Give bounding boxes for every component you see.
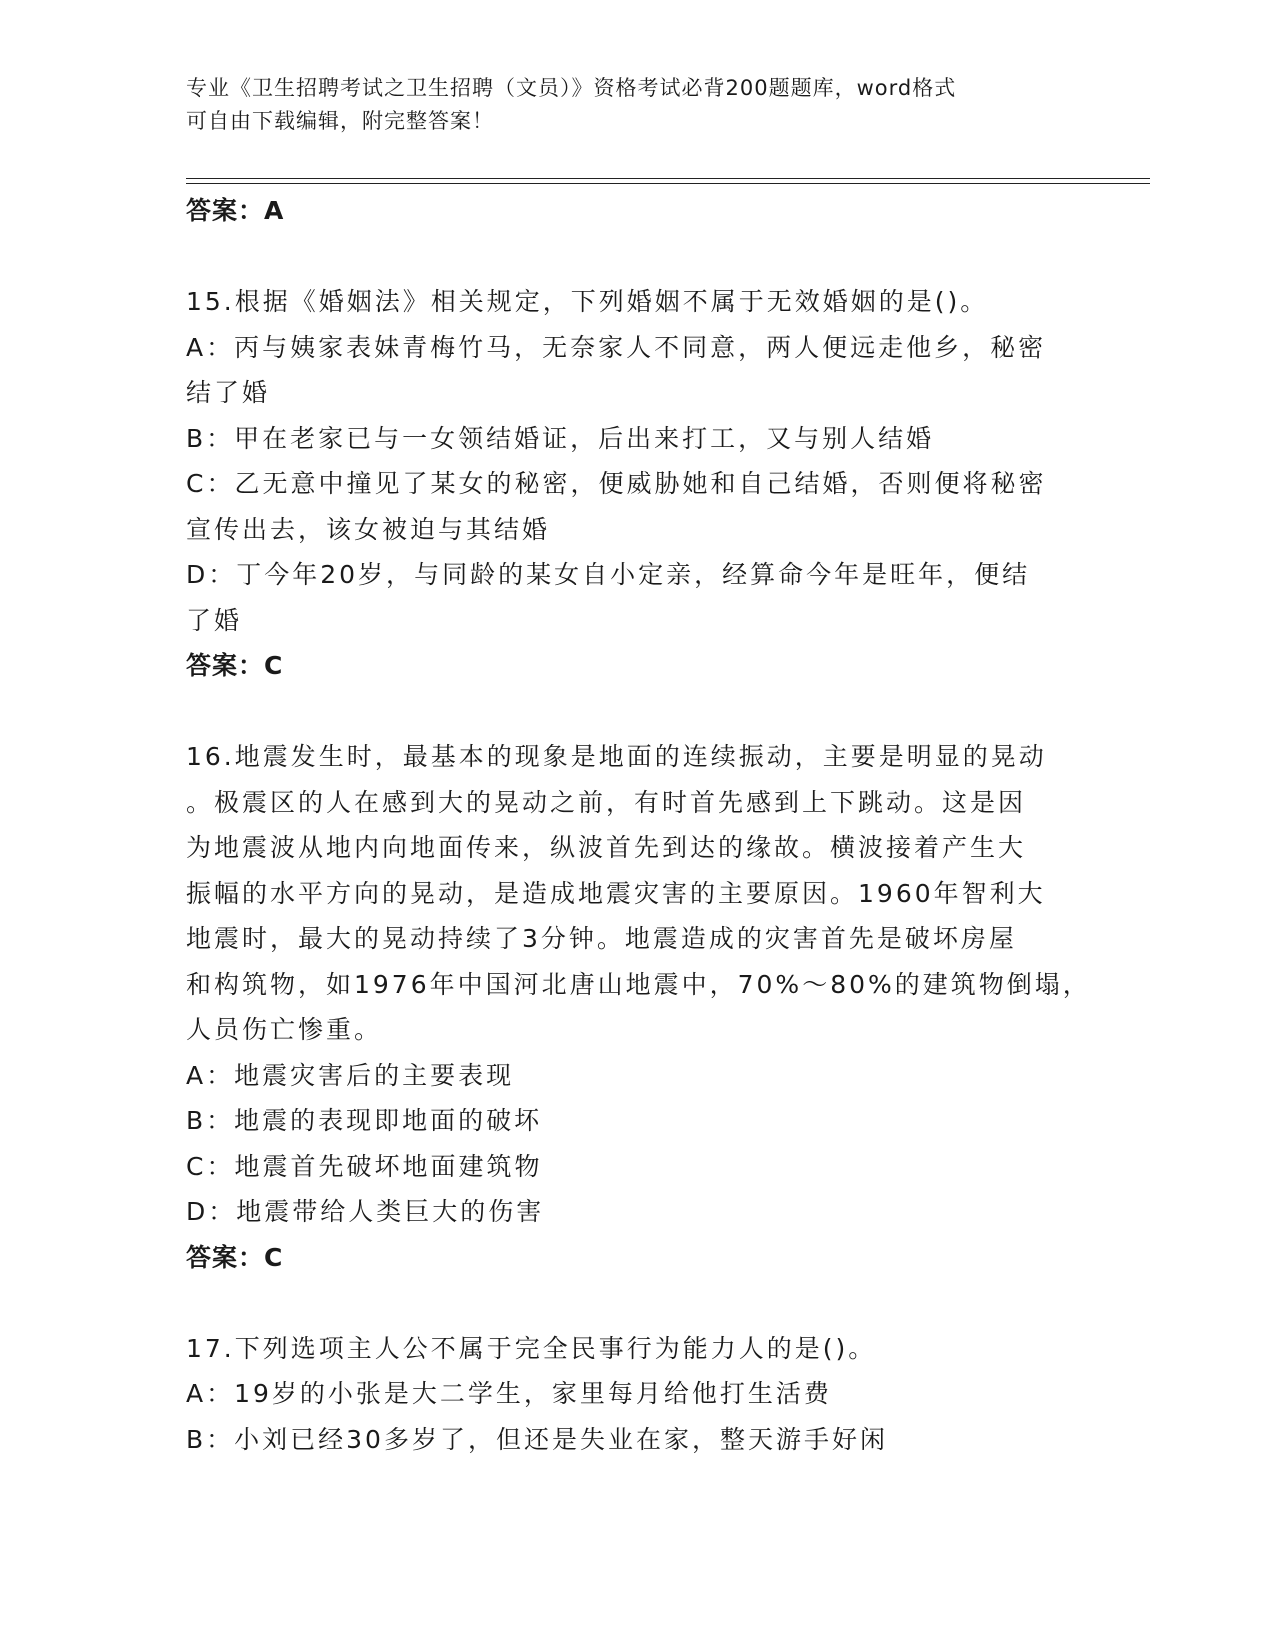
q15-option-a-line2: 结了婚 [186,378,271,407]
spacer [186,689,1066,735]
q16-option-c: C：地震首先破坏地面建筑物 [186,1151,543,1181]
q15-option-b: B：甲在老家已与一女领结婚证，后出来打工，又与别人结婚 [186,423,935,453]
q16-stem-line-5: 地震时，最大的晃动持续了3分钟。地震造成的灾害首先是破坏房屋 [186,924,1017,953]
q16-stem-line-6: 和构筑物，如1976年中国河北唐山地震中，70%～80%的建筑物倒塌， [186,969,1091,999]
q16-stem-line-2: 。极震区的人在感到大的晃动之前，有时首先感到上下跳动。这是因 [186,787,1027,817]
q15-option-d-line2: 了婚 [186,605,243,635]
header-double-rule [186,178,1150,184]
previous-answer: 答案：A [186,196,285,225]
q16-option-a: A：地震灾害后的主要表现 [186,1060,515,1090]
q17-option-a: A：19岁的小张是大二学生，家里每月给他打生活费 [186,1379,832,1408]
header-line-1: 专业《卫生招聘考试之卫生招聘（文员）》资格考试必背200题题库，word格式 [186,76,957,100]
q16-stem-line-7: 人员伤亡惨重。 [186,1015,383,1044]
page-header [186,72,1066,138]
q15-option-c-line2: 宣传出去，该女被迫与其结婚 [186,514,551,544]
question-content [186,188,1091,1462]
q16-stem-line-4: 振幅的水平方向的晃动，是造成地震灾害的主要原因。1960年智利大 [186,878,1046,908]
q15-question: 15.根据《婚姻法》相关规定，下列婚姻不属于无效婚姻的是()。 [186,287,989,316]
q16-answer: 答案：C [186,1242,284,1272]
q16-stem-line-3: 为地震波从地内向地面传来，纵波首先到达的缘故。横波接着产生大 [186,833,1027,862]
q15-option-a-line1: A：丙与姨家表妹青梅竹马，无奈家人不同意，两人便远走他乡，秘密 [186,332,1047,362]
q15-option-d-line1: D：丁今年20岁，与同龄的某女自小定亲，经算命今年是旺年，便结 [186,560,1031,589]
q17-question: 17.下列选项主人公不属于完全民事行为能力人的是()。 [186,1333,877,1363]
spacer [186,234,1066,280]
spacer [186,1280,1066,1326]
q16-option-d: D：地震带给人类巨大的伤害 [186,1197,545,1226]
header-line-2: 可自由下载编辑，附完整答案！ [186,109,494,133]
q15-answer: 答案：C [186,651,284,680]
q17-option-b: B：小刘已经30多岁了，但还是失业在家，整天游手好闲 [186,1424,888,1454]
q16-stem-line-1: 16.地震发生时，最基本的现象是地面的连续振动，主要是明显的晃动 [186,742,1047,771]
q15-option-c-line1: C：乙无意中撞见了某女的秘密，便威胁她和自己结婚，否则便将秘密 [186,469,1047,498]
q16-option-b: B：地震的表现即地面的破坏 [186,1106,543,1135]
